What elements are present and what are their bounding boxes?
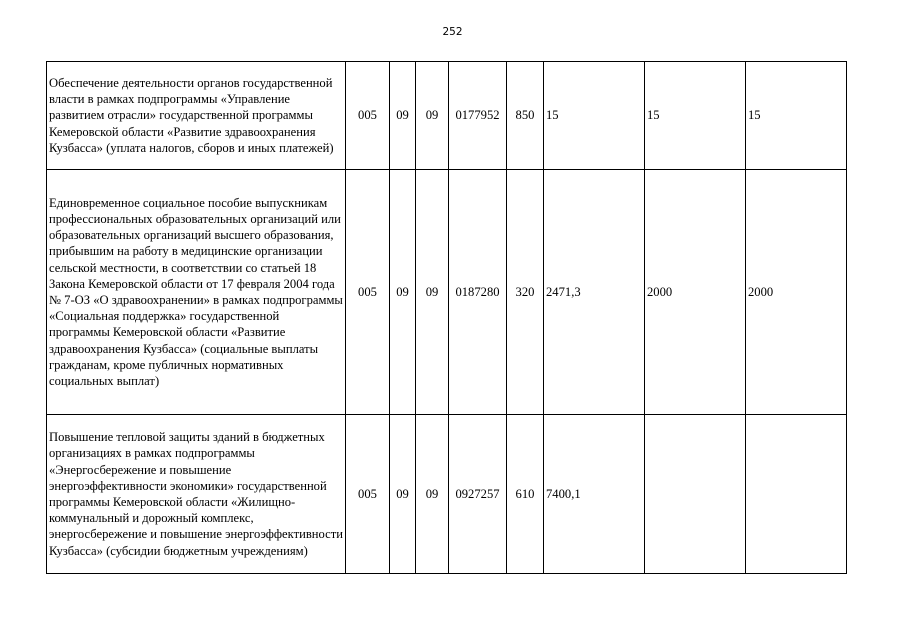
ministry-code: 005 [346,170,390,415]
section-code: 09 [390,170,416,415]
subsection-code: 09 [416,415,449,574]
section-code: 09 [390,62,416,170]
expense-type-code: 320 [507,170,544,415]
expense-type-code: 850 [507,62,544,170]
target-article-code: 0177952 [449,62,507,170]
amount-year-1: 7400,1 [544,415,645,574]
budget-table [46,61,847,574]
subsection-code: 09 [416,170,449,415]
page-number: 252 [442,26,463,38]
amount-year-1: 15 [544,62,645,170]
row-description: Единовременное социальное пособие выпускникам профессиональных образовательных организаций или образовательных организаций высшего образования, прибывшим на работу в медицинские организации сельской местности, в соответствии со статьей 18 Закона Кемеровской области от 17 февраля 2004 года № 7-ОЗ «О здравоохранении» в рамках подпрограммы «Социальная поддержка» государственной программы Кемеровской области «Развитие здравоохранения Кузбасса» (социальные выплаты гражданам, кроме публичных нормативных социальных выплат) [47,170,346,415]
section-code: 09 [390,415,416,574]
subsection-code: 09 [416,62,449,170]
amount-year-3: 15 [746,62,847,170]
ministry-code: 005 [346,62,390,170]
amount-year-3 [746,415,847,574]
target-article-code: 0187280 [449,170,507,415]
amount-year-2: 15 [645,62,746,170]
row-description: Повышение тепловой защиты зданий в бюджетных организациях в рамках подпрограммы «Энергосбережение и повышение энергоэффективности экономики» государственной программы Кемеровской области «Жилищно-коммунальный и дорожный комплекс, энергосбережение и повышение энергоэффективности Кузбасса» (субсидии бюджетным учреждениям) [47,415,346,574]
target-article-code: 0927257 [449,415,507,574]
ministry-code: 005 [346,415,390,574]
amount-year-1: 2471,3 [544,170,645,415]
table-row [47,170,847,415]
amount-year-3: 2000 [746,170,847,415]
table-row [47,62,847,170]
row-description: Обеспечение деятельности органов государственной власти в рамках подпрограммы «Управление развитием отрасли» государственной программы Кемеровской области «Развитие здравоохранения Кузбасса» (уплата налогов, сборов и иных платежей) [47,62,346,170]
amount-year-2 [645,415,746,574]
expense-type-code: 610 [507,415,544,574]
table-row [47,415,847,574]
amount-year-2: 2000 [645,170,746,415]
